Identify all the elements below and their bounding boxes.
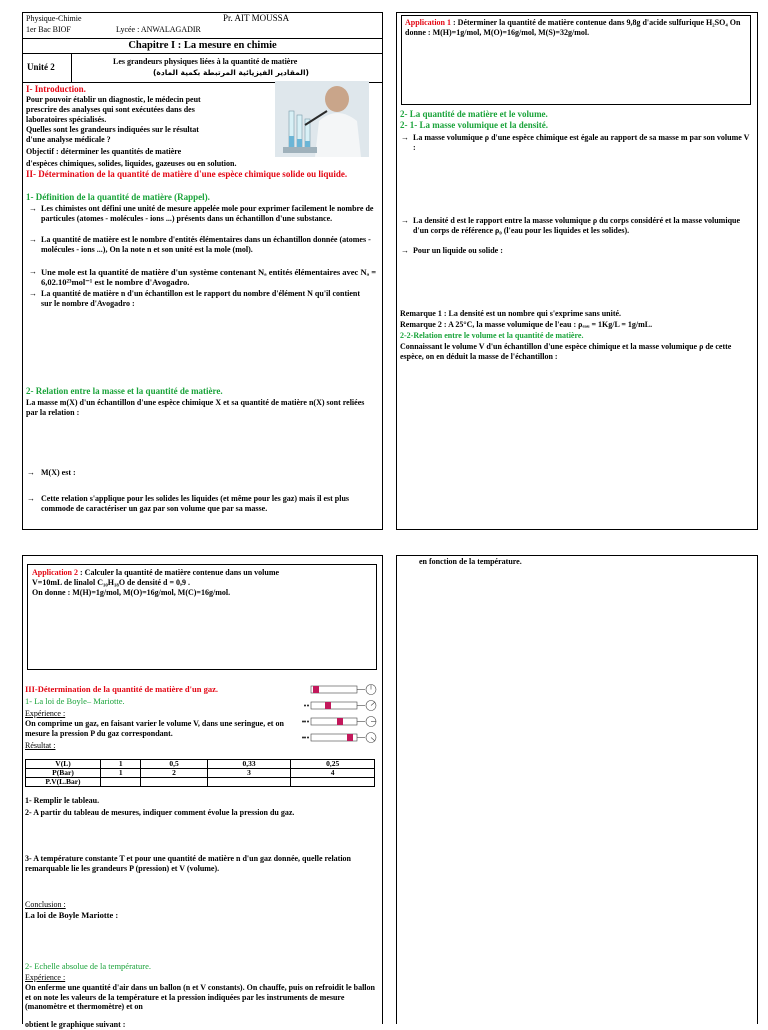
arrow-icon: → <box>29 289 37 298</box>
unit-title: Les grandeurs physiques liées à la quantité de matière <box>113 57 298 66</box>
arrow-icon: → <box>29 204 37 213</box>
remark-1: Remarque 1 : La densité est un nombre qui s'exprime sans unité. <box>400 309 622 318</box>
intro-line-2: prescrire des analyses qui sont exécutées dans des <box>26 105 195 114</box>
application-2-line-3: On donne : M(H)=1g/mol, M(O)=16g/mol, M(C)=16g/mol. <box>32 588 231 597</box>
arrow-icon: → <box>27 468 35 477</box>
arrow-icon: → <box>29 235 37 244</box>
section-2-sub1: 1- Définition de la quantité de matière (Rappel). <box>26 192 210 202</box>
intro-line-6: Objectif : déterminer les quantités de matière <box>26 147 182 156</box>
result-label: Résultat : <box>25 741 56 750</box>
experience-label: Expérience : <box>25 709 66 718</box>
table-cell: 4 <box>291 769 375 778</box>
section-3-sub2: 2- Echelle absolue de la température. <box>25 961 152 971</box>
table-cell: 3 <box>207 769 291 778</box>
intro-line-1: Pour pouvoir établir un diagnostic, le médecin peut <box>26 95 201 104</box>
experience-2-label: Expérience : <box>25 973 66 982</box>
table-cell <box>291 778 375 787</box>
lab-photo <box>275 81 369 157</box>
unit-title-arabic: (المقادير الفيزيائية المرتبطة بكمية المادة) <box>153 68 309 77</box>
lab-photo-illustration <box>275 81 369 157</box>
table-cell <box>141 778 207 787</box>
intro-line-3: laboratoires spécialisés. <box>26 115 107 124</box>
table-cell: V(L) <box>26 760 101 769</box>
syringe-illustration <box>303 683 383 749</box>
table-cell: 2 <box>141 769 207 778</box>
table-cell <box>207 778 291 787</box>
intro-line-5: d'une analyse médicale ? <box>26 135 111 144</box>
experience-2-text: On enferme une quantité d'air dans un ballon (n et V constants). On chauffe, puis on refroidit le ballon et on note les valeurs de la température et la pression indiquées par les instruments de mesure (manomètre et thermomètre) et on <box>25 983 375 1011</box>
gas-note: Cette relation s'applique pour les solides les liquides (et même pour les gaz) mais il est plus commode de caractériser un gaz par son volume que par sa masse. <box>41 494 350 513</box>
experience-text: On comprime un gaz, en faisant varier le volume V, dans une seringue, et on mesure la pression P du gaz correspondant. <box>25 719 284 738</box>
bullet-avogadro: Une mole est la quantité de matière d'un système contenant Nₐ entités élémentaires avec Nₐ = 6,02.10²³mol⁻¹ est le nombre d'Avogadro. <box>41 267 377 287</box>
header-subject: Physique-Chimie <box>26 14 82 23</box>
density-heading: 2- La quantité de matière et le volume. <box>400 109 548 119</box>
conclusion-label: Conclusion : <box>25 900 66 909</box>
section-3-sub1: 1- La loi de Boyle– Mariotte. <box>25 696 125 706</box>
arrow-icon: → <box>29 267 37 276</box>
table-cell: 0,33 <box>207 760 291 769</box>
arrow-icon: → <box>401 133 409 142</box>
density-sub2: 2-2-Relation entre le volume et la quantité de matière. <box>400 331 584 340</box>
bullet-mole-definition: Les chimistes ont défini une unité de mesure appelée mole pour exprimer facilement le nombre de particules (atomes - molécules - ions ...) présents dans un échantillon d'une substance. <box>41 204 374 223</box>
table-row <box>26 778 375 787</box>
bullet-n-ratio: La quantité de matière n d'un échantillon est le rapport du nombre d'élément N qu'il contient sur le nombre d'Avogadro : <box>41 289 361 308</box>
question-3: 3- A température constante T et pour une quantité de matière n d'un gaz donnée, quelle relation remarquable lie les grandeurs P (pression) et V (volume). <box>25 854 352 873</box>
application-1-label: Application 1 <box>405 18 452 27</box>
chapter-title: Chapitre I : La mesure en chimie <box>128 40 277 51</box>
header-level: 1er Bac BIOF <box>26 25 71 34</box>
boyle-law-label: La loi de Boyle Mariotte : <box>25 910 119 920</box>
table-cell: 1 <box>101 760 141 769</box>
bullet-quantity-definition: La quantité de matière est le nombre d'entités élémentaires dans un échantillon donnée (atomes - molécules - ions ...), On la note n et son unité est la mole (mol). <box>41 235 371 254</box>
intro-heading: I- Introduction. <box>26 84 86 94</box>
header-teacher: Pr. AIT MOUSSA <box>223 13 290 23</box>
density-sub1: 2- 1- La masse volumique et la densité. <box>400 120 548 130</box>
page-panel-3 <box>22 555 383 1029</box>
application-2-label: Application 2 <box>32 568 79 577</box>
unit-label: Unité 2 <box>27 62 55 72</box>
density-bullet-2: La densité d est le rapport entre la masse volumique ρ du corps considéré et la masse volumique d'un corps de référence ρ₀ (l'eau pour les liquides et les solides). <box>413 216 741 235</box>
table-cell: 1 <box>101 769 141 778</box>
unit-divider <box>71 53 72 83</box>
section-3-heading: III-Détermination de la quantité de matière d'un gaz. <box>25 684 218 694</box>
relation-text: La masse m(X) d'un échantillon d'une espèce chimique X et sa quantité de matière n(X) sont reliées par la relation : <box>26 398 365 417</box>
section-2-sub2: 2- Relation entre la masse et la quantité de matière. <box>26 386 223 396</box>
table-cell: 0,25 <box>291 760 375 769</box>
intro-line-7: d'espèces chimiques, solides, liquides, gazeuses ou en solution. <box>26 159 237 168</box>
table-cell: P(Bar) <box>26 769 101 778</box>
application-1-text <box>405 18 747 37</box>
page-panel-2 <box>396 12 758 530</box>
boyle-results-table <box>25 759 375 787</box>
remark-2: Remarque 2 : A 25°C, la masse volumique de l'eau : ρₑₐᵤ = 1Kg/L = 1g/mL. <box>400 320 653 329</box>
page-panel-1 <box>22 12 383 530</box>
density-bullet-4: Connaissant le volume V d'un échantillon d'une espèce chimique et la masse volumique ρ de cette espèce, on en déduit la masse de l'échantillon : <box>400 342 732 361</box>
experience-2-last-line: obtient le graphique suivant : <box>25 1020 126 1029</box>
application-2-line-1 <box>32 568 279 578</box>
density-bullet-3: Pour un liquide ou solide : <box>413 246 503 255</box>
application-1-statement: : Déterminer la quantité de matière contenue dans 9,8g d'acide sulfurique H₂SO₄ On donne : M(H)=1g/mol, M(O)=16g/mol, M(S)=32g/mol. <box>405 18 741 37</box>
page-panel-4 <box>396 555 758 1024</box>
arrow-icon: → <box>401 246 409 255</box>
header-school: Lycée : ANWALAGADIR <box>116 25 201 34</box>
intro-line-4: Quelles sont les grandeurs indiquées sur le résultat <box>26 125 199 134</box>
table-row <box>26 760 375 769</box>
density-bullet-1: La masse volumique ρ d'une espèce chimique est égale au rapport de sa masse m par son volume V : <box>413 133 750 152</box>
table-cell <box>101 778 141 787</box>
arrow-icon: → <box>27 494 35 503</box>
application-2-line-2: V=10mL de linalol C₁₀H₁₈O de densité d = 0,9 . <box>32 578 191 587</box>
arrow-icon: → <box>401 216 409 225</box>
page-4-continuation: en fonction de la température. <box>419 557 522 566</box>
application-2-statement: : Calculer la quantité de matière contenue dans un volume <box>80 568 280 577</box>
table-cell: P.V(L.Bar) <box>26 778 101 787</box>
question-1: 1- Remplir le tableau. <box>25 796 100 805</box>
question-2: 2- A partir du tableau de mesures, indiquer comment évolue la pression du gaz. <box>25 808 295 817</box>
molar-mass-label: M(X) est : <box>41 468 76 477</box>
table-cell: 0,5 <box>141 760 207 769</box>
section-2-heading: II- Détermination de la quantité de matière d'une espèce chimique solide ou liquide. <box>26 169 348 179</box>
